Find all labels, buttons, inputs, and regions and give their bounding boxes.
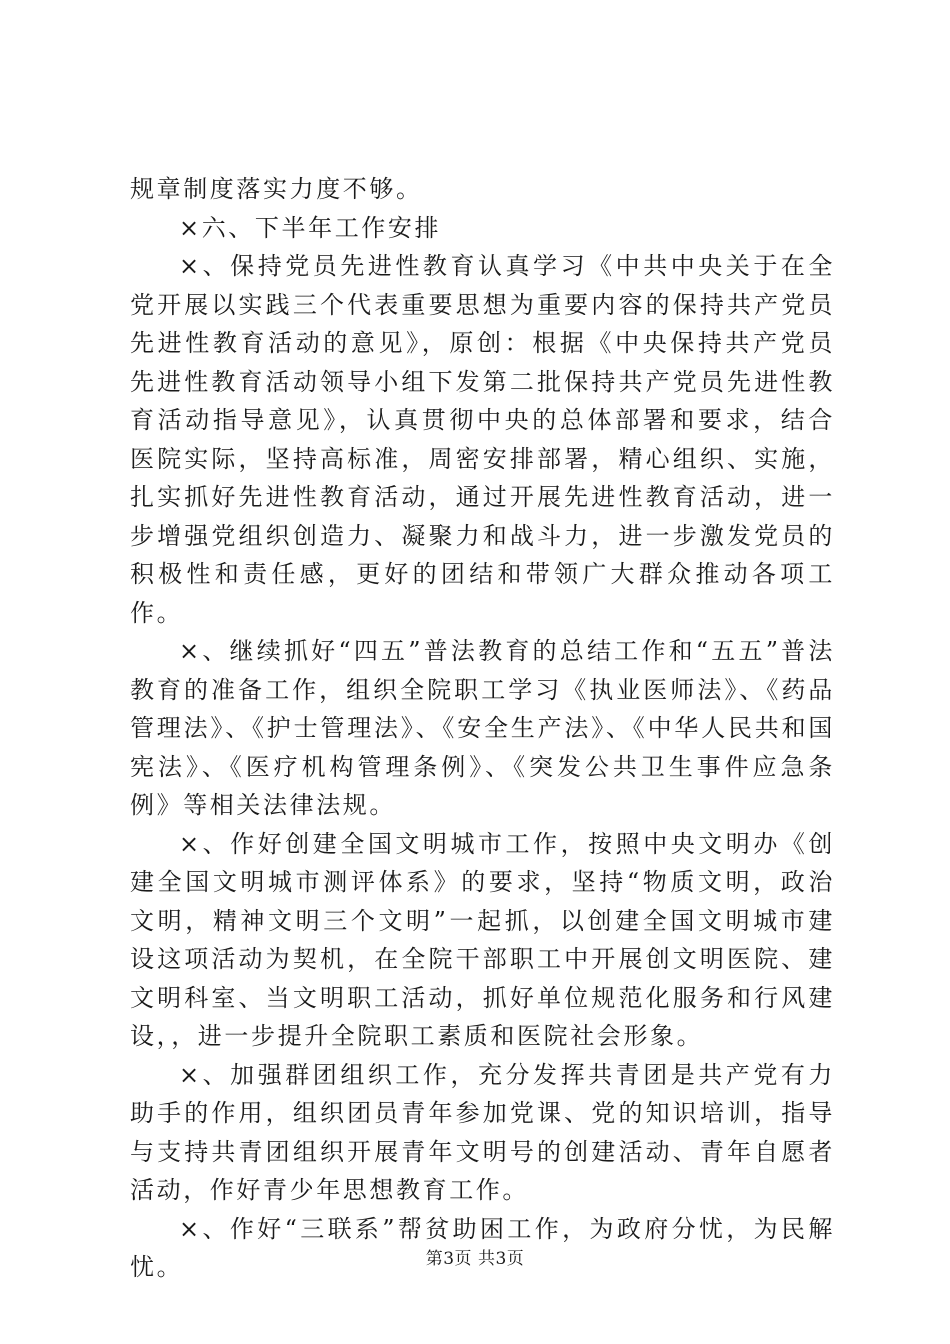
section-heading: ×六、下半年工作安排	[179, 213, 442, 242]
paragraph-civilized-city: ×、作好创建全国文明城市工作，按照中央文明办《创建全国文明城市测评体系》的要求，坚持“物质文明，政治文明，精神文明三个文明”一起抓，以创建全国文明城市建设这项活动为契机，在全院干部职工中开展创文明医院、建文明科室、当文明职工活动，抓好单位规范化服务和行风建设，，进一步提升全院职工素质和医院社会形象。	[130, 829, 835, 1050]
paragraph-poverty-relief: ×、作好“三联系”帮贫助困工作，为政府分忧，为民解忧。	[130, 1214, 835, 1281]
page-footer: 第3页 共3页	[425, 1249, 525, 1269]
paragraph-party-education: ×、保持党员先进性教育认真学习《中共中央关于在全党开展以实践三个代表重要思想为重要内容的保持共产党员先进性教育活动的意见》，原创：根据《中央保持共产党员先进性教育活动领导小组下发第二批保持共产党员先进性教育活动指导意见》，认真贯彻中央的总体部署和要求，结合医院实际，坚持高标准，周密安排部署，精心组织、实施，扎实抓好先进性教育活动，通过开展先进性教育活动，进一步增强党组织创造力、凝聚力和战斗力，进一步激发党员的积极性和责任感，更好的团结和带领广大群众推动各项工作。	[130, 252, 835, 627]
paragraph-law-education: ×、继续抓好“四五”普法教育的总结工作和“五五”普法教育的准备工作，组织全院职工学习《执业医师法》、《药品管理法》、《护士管理法》、《安全生产法》、《中华人民共和国宪法》、《医疗机构管理条例》、《突发公共卫生事件应急条例》等相关法律法规。	[130, 637, 835, 819]
paragraph-continuation: 规章制度落实力度不够。	[130, 175, 423, 203]
paragraph-youth-league: ×、加强群团组织工作，充分发挥共青团是共产党有力助手的作用，组织团员青年参加党课、党的知识培训，指导与支持共青团组织开展青年文明号的创建活动、青年自愿者活动，作好青少年思想教育工作。	[130, 1060, 835, 1204]
document-body	[130, 170, 835, 1287]
